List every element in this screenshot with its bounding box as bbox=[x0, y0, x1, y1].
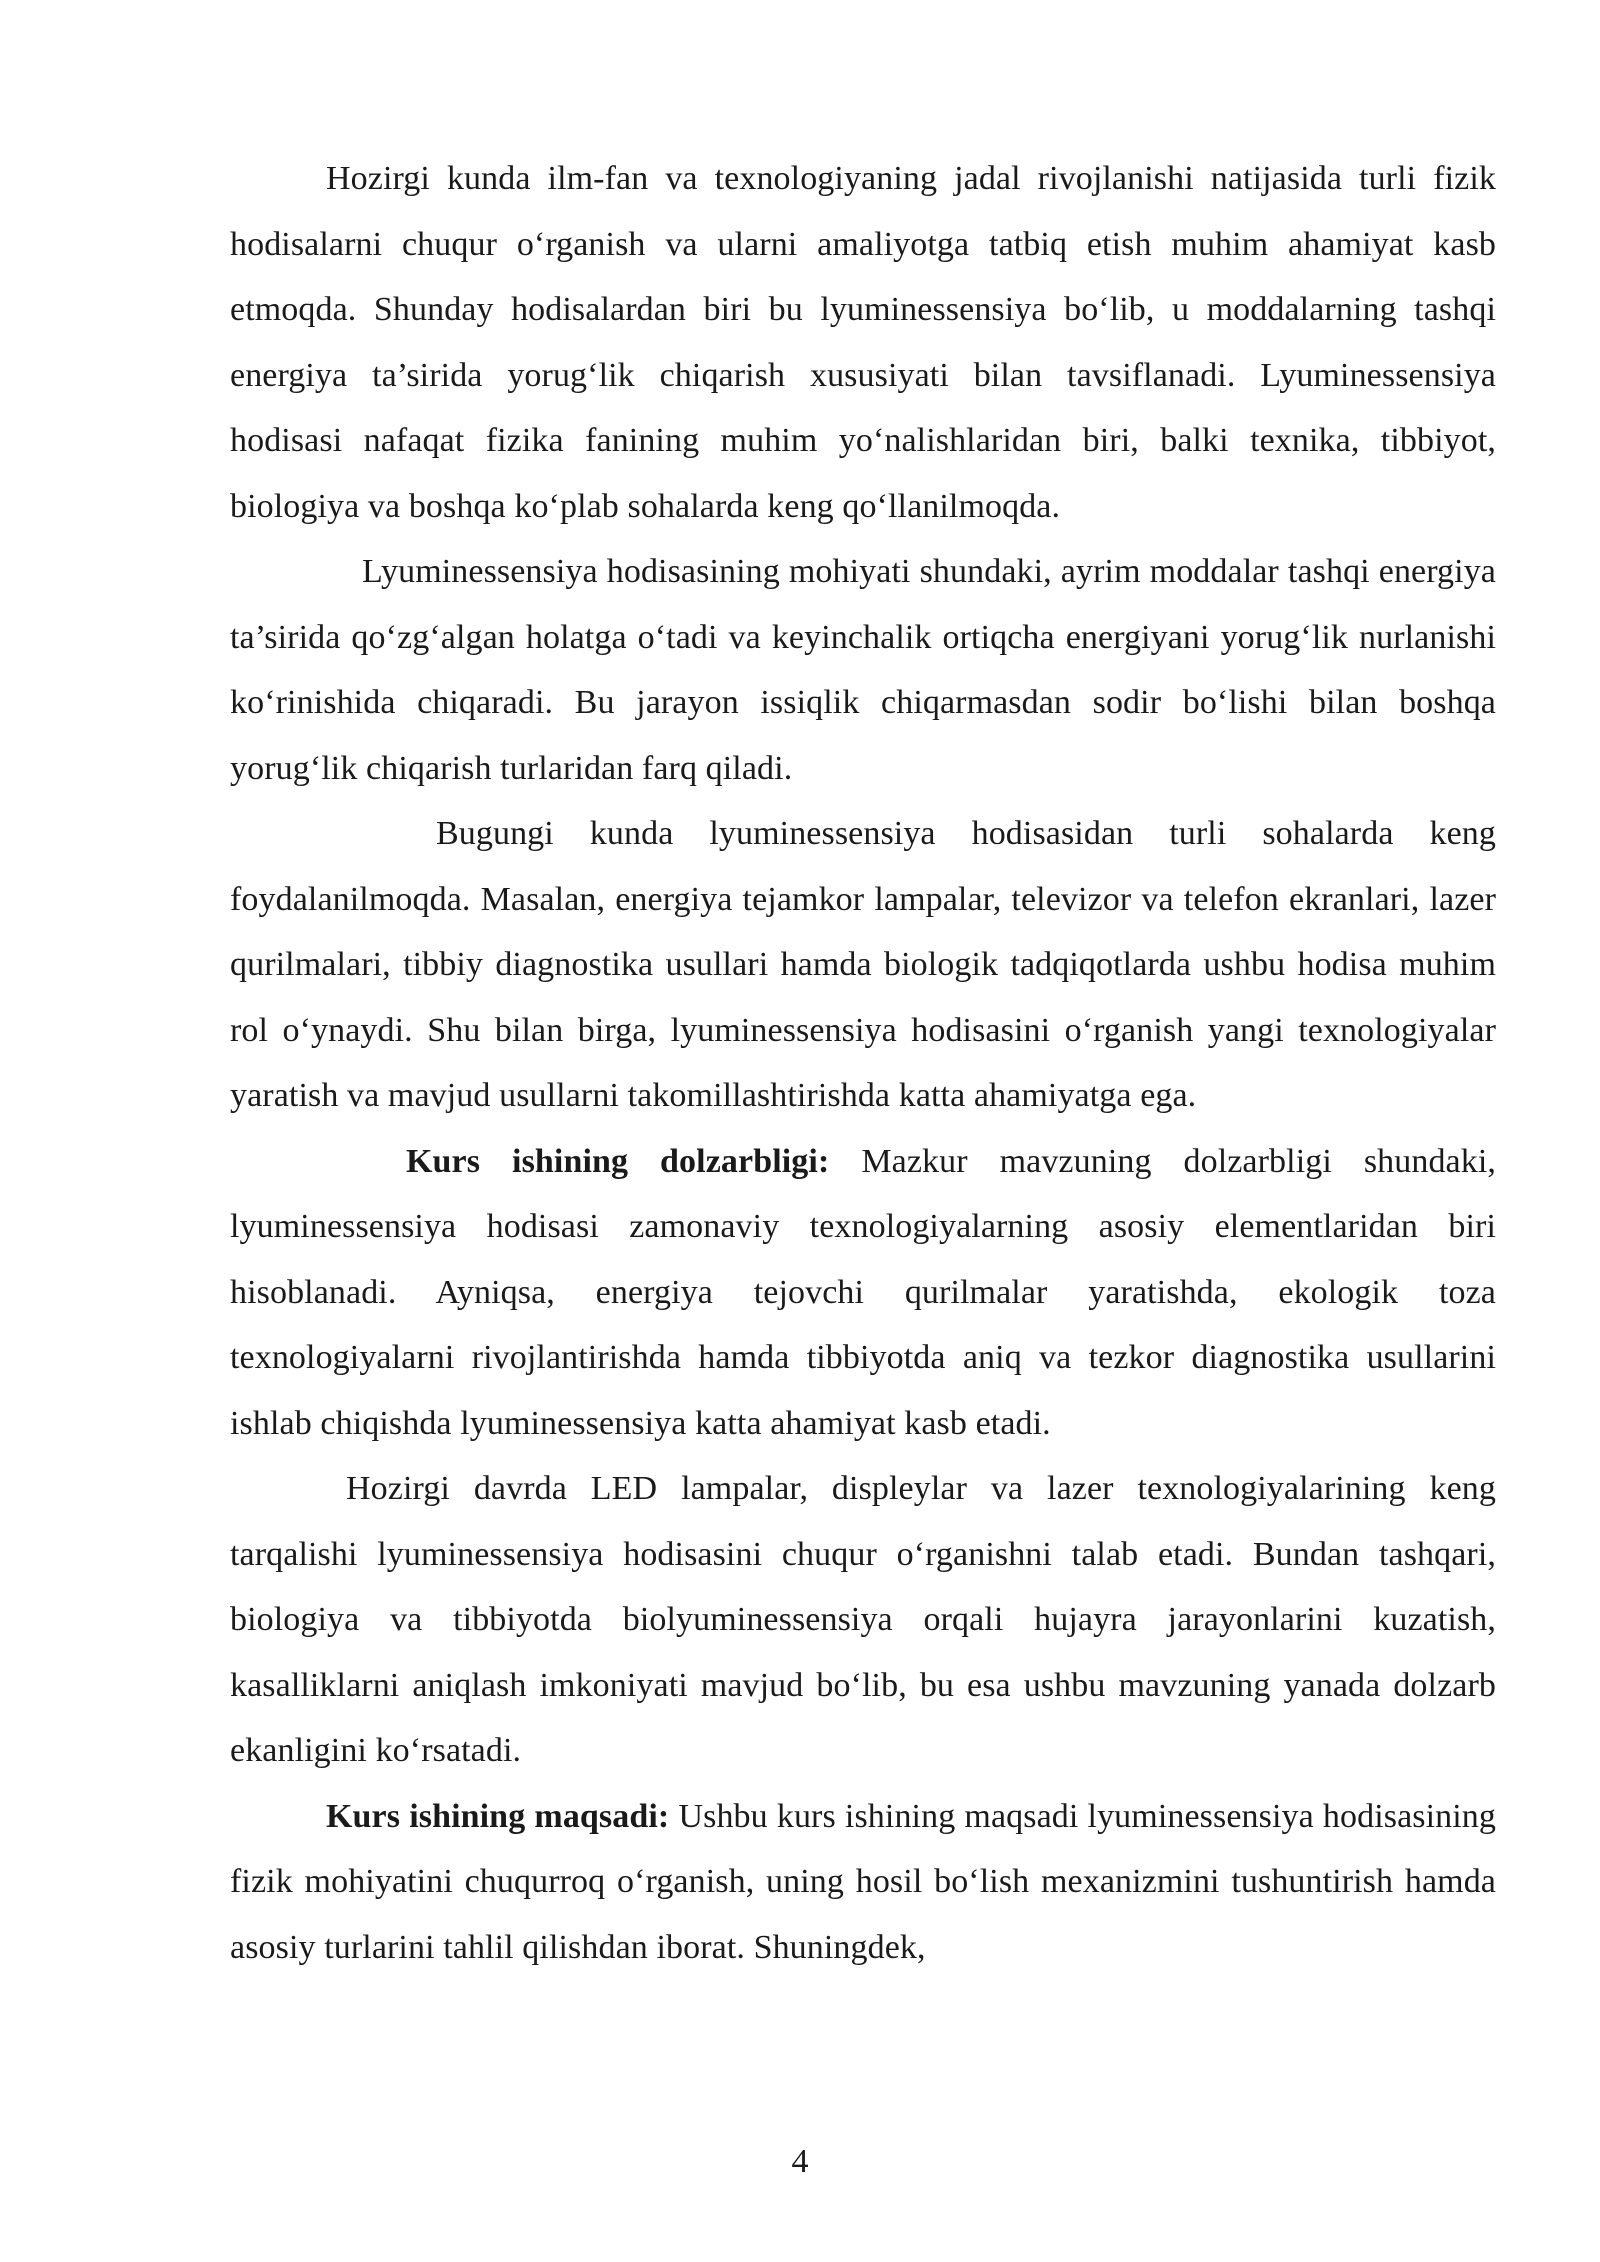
paragraph-text: Hozirgi davrda LED lampalar, displeylar va lazer texnologiyalarining keng tarqalishi lyuminessensiya hodisasini chuqur o‘rganishni talab etadi. Bundan tashqari, biologiya va tibbiyotda biolyuminessensiya orqali hujayra jarayonlarini kuzatish, kasalliklarni aniqlash imkoniyati mavjud bo‘lib, bu esa ushbu mavzuning yanada dolzarb ekanligini ko‘rsatadi. bbox=[230, 1470, 1496, 1769]
section-heading-relevance: Kurs ishining dolzarbligi: bbox=[406, 1142, 830, 1180]
paragraph-essence bbox=[230, 539, 1496, 801]
section-heading-goal: Kurs ishining maqsadi: bbox=[326, 1797, 670, 1835]
paragraph-intro bbox=[230, 146, 1496, 539]
paragraph-applications bbox=[230, 801, 1496, 1129]
page-number: 4 bbox=[791, 2143, 809, 2180]
paragraph-modern-tech bbox=[230, 1456, 1496, 1784]
paragraph-text: Mazkur mavzuning dolzarbligi shundaki, lyuminessensiya hodisasi zamonaviy texnologiyalarning asosiy elementlaridan biri hisoblanadi. Ayniqsa, energiya tejovchi qurilmalar yaratishda, ekologik toza texnologiyalarni rivojlantirishda hamda tibbiyotda aniq va tezkor diagnostika usullarini ishlab chiqishda lyuminessensiya katta ahamiyat kasb etadi. bbox=[230, 1142, 1496, 1442]
paragraph-relevance bbox=[230, 1129, 1496, 1457]
document-page bbox=[230, 146, 1496, 1980]
paragraph-text: Lyuminessensiya hodisasining mohiyati shundaki, ayrim moddalar tashqi energiya ta’sirida qo‘zg‘algan holatga o‘tadi va keyinchalik ortiqcha energiyani yorug‘lik nurlanishi ko‘rinishida chiqaradi. Bu jarayon issiqlik chiqarmasdan sodir bo‘lishi bilan boshqa yorug‘lik chiqarish turlaridan farq qiladi. bbox=[230, 553, 1496, 787]
paragraph-text: Hozirgi kunda ilm-fan va texnologiyaning jadal rivojlanishi natijasida turli fizik hodisalarni chuqur o‘rganish va ularni amaliyotga tatbiq etish muhim ahamiyat kasb etmoqda. Shunday hodisalardan biri bu lyuminessensiya bo‘lib, u moddalarning tashqi energiya ta’sirida yorug‘lik chiqarish xususiyati bilan tavsiflanadi. Lyuminessensiya hodisasi nafaqat fizika fanining muhim yo‘nalishlaridan biri, balki texnika, tibbiyot, biologiya va boshqa ko‘plab sohalarda keng qo‘llanilmoqda. bbox=[230, 160, 1496, 525]
paragraph-goal bbox=[230, 1784, 1496, 1981]
paragraph-text: Bugungi kunda lyuminessensiya hodisasidan turli sohalarda keng foydalanilmoqda. Masalan, energiya tejamkor lampalar, televizor va telefon ekranlari, lazer qurilmalari, tibbiy diagnostika usullari hamda biologik tadqiqotlarda ushbu hodisa muhim rol o‘ynaydi. Shu bilan birga, lyuminessensiya hodisasini o‘rganish yangi texnologiyalar yaratish va mavjud usullarni takomillashtirishda katta ahamiyatga ega. bbox=[230, 815, 1496, 1114]
paragraph-text: Ushbu kurs ishining maqsadi lyuminessensiya hodisasining fizik mohiyatini chuqurroq o‘rganish, uning hosil bo‘lish mexanizmini tushuntirish hamda asosiy turlarini tahlil qilishdan iborat. Shuningdek, bbox=[230, 1797, 1496, 1966]
